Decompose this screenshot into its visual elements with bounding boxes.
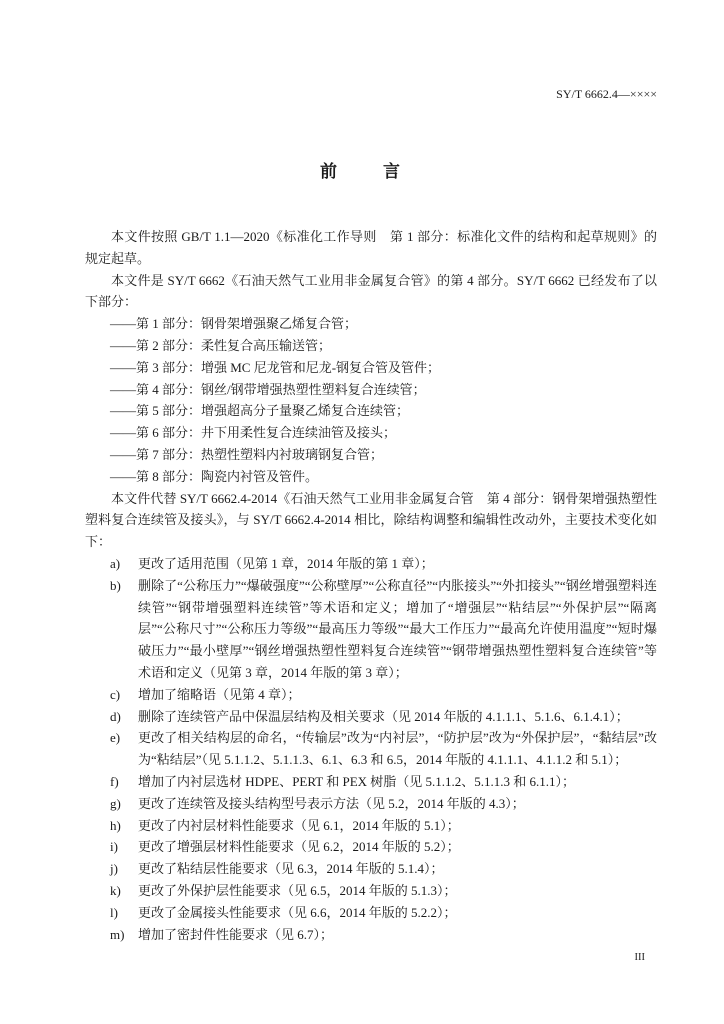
page-number: III (634, 952, 645, 963)
change-label: m) (110, 926, 125, 942)
change-text: 删除了连续管产品中保温层结构及相关要求（见 2014 年版的 4.1.1.1、5.1.6、6.1.4.1）； (138, 708, 629, 724)
part-item-1: ——第 1 部分：钢骨架增强聚乙烯复合管； (110, 316, 358, 332)
paragraph-replacement: 本文件代替 SY/T 6662.4-2014《石油天然气工业用非金属复合管 第 4 部分：钢骨架增强热塑性塑料复合连续管及接头》，与 SY/T 6662.4-2014 相比，除结构调整和编辑性改动外，主要技术变化如下： (85, 490, 657, 550)
part-item-8: ——第 8 部分：陶瓷内衬管及管件。 (110, 468, 319, 484)
part-item-7: ——第 7 部分：热塑性塑料内衬玻璃钢复合管； (110, 446, 384, 462)
change-item-h (85, 815, 657, 837)
change-label: f) (110, 773, 119, 789)
part-item-3: ——第 3 部分：增强 MC 尼龙管和尼龙-钢复合管及管件； (110, 359, 441, 375)
change-label: j) (110, 861, 118, 877)
part-item-2: ——第 2 部分：柔性复合高压输送管； (110, 337, 332, 353)
change-item-e (85, 727, 657, 771)
change-text: 更改了内衬层材料性能要求（见 6.1，2014 年版的 5.1）； (138, 817, 460, 833)
change-text: 更改了外保护层性能要求（见 6.5，2014 年版的 5.1.3）； (138, 882, 457, 898)
change-text: 增加了密封件性能要求（见 6.7）； (138, 926, 334, 942)
change-text: 更改了增强层材料性能要求（见 6.2，2014 年版的 5.2）； (138, 839, 460, 855)
change-label: a) (110, 555, 121, 571)
change-item-a (85, 553, 657, 575)
change-item-j (85, 858, 657, 880)
change-item-m (85, 924, 657, 946)
change-item-i (85, 836, 657, 858)
change-item-b (85, 575, 657, 684)
change-label: i) (110, 839, 118, 855)
change-item-l (85, 902, 657, 924)
paragraph-series-parts: 本文件是 SY/T 6662《石油天然气工业用非金属复合管》的第 4 部分。SY/T 6662 已经发布了以下部分： (85, 272, 657, 310)
change-label: k) (110, 882, 121, 898)
change-item-g (85, 793, 657, 815)
change-item-d (85, 706, 657, 728)
part-item-5: ——第 5 部分：增强超高分子量聚乙烯复合连续管； (110, 403, 410, 419)
preface-body (85, 226, 657, 945)
change-label: c) (110, 686, 121, 702)
change-text: 增加了缩略语（见第 4 章）； (138, 686, 301, 702)
change-label: d) (110, 708, 121, 724)
change-text: 删除了“公称压力”“爆破强度”“公称壁厚”“公称直径”“内胀接头”“外扣接头”“钢丝增强塑料连续管”“钢带增强塑料连续管”等术语和定义；增加了“增强层”“粘结层”“外保护层”“隔离层”“公称尺寸”“公称压力等级”“最高压力等级”“最大工作压力”“最高允许使用温度”“短时爆破压力”“最小壁厚”“钢丝增强热塑性塑料复合连续管”“钢带增强热塑性塑料复合连续管”等术语和定义（见第 3 章，2014 年版的第 3 章）； (138, 577, 657, 680)
change-text: 增加了内衬层选材 HDPE、PERT 和 PEX 树脂（见 5.1.1.2、5.1.1.3 和 6.1.1）； (138, 773, 576, 789)
change-text: 更改了粘结层性能要求（见 6.3，2014 年版的 5.1.4）； (138, 861, 444, 877)
change-item-k (85, 880, 657, 902)
change-text: 更改了金属接头性能要求（见 6.6，2014 年版的 5.2.2）； (138, 904, 457, 920)
part-item-4: ——第 4 部分：钢丝/钢带增强热塑性塑料复合连续管； (110, 381, 426, 397)
document-code-header: SY/T 6662.4—×××× (556, 87, 657, 101)
page-title: 前 言 (320, 162, 404, 182)
change-label: l) (110, 904, 118, 920)
parts-list (85, 313, 657, 487)
change-text: 更改了适用范围（见第 1 章，2014 年版的第 1 章）； (138, 555, 434, 571)
technical-changes-list (85, 553, 657, 945)
change-label: h) (110, 817, 121, 833)
change-label: g) (110, 795, 121, 811)
change-item-f (85, 771, 657, 793)
part-item-6: ——第 6 部分：井下用柔性复合连续油管及接头； (110, 425, 397, 441)
change-label: e) (110, 730, 121, 746)
change-text: 更改了相关结构层的命名，“传输层”改为“内衬层”，“防护层”改为“外保护层”，“黏结层”改为“粘结层”（见 5.1.1.2、5.1.1.3、6.1、6.3 和 6.5，2014 年版的 4.1.1.1、4.1.1.2 和 5.1）； (138, 730, 657, 768)
paragraph-drafting-rules: 本文件按照 GB/T 1.1—2020《标准化工作导则 第 1 部分：标准化文件的结构和起草规则》的规定起草。 (85, 229, 657, 266)
change-label: b) (110, 577, 121, 593)
change-text: 更改了连续管及接头结构型号表示方法（见 5.2，2014 年版的 4.3）； (138, 795, 525, 811)
change-item-c (85, 684, 657, 706)
